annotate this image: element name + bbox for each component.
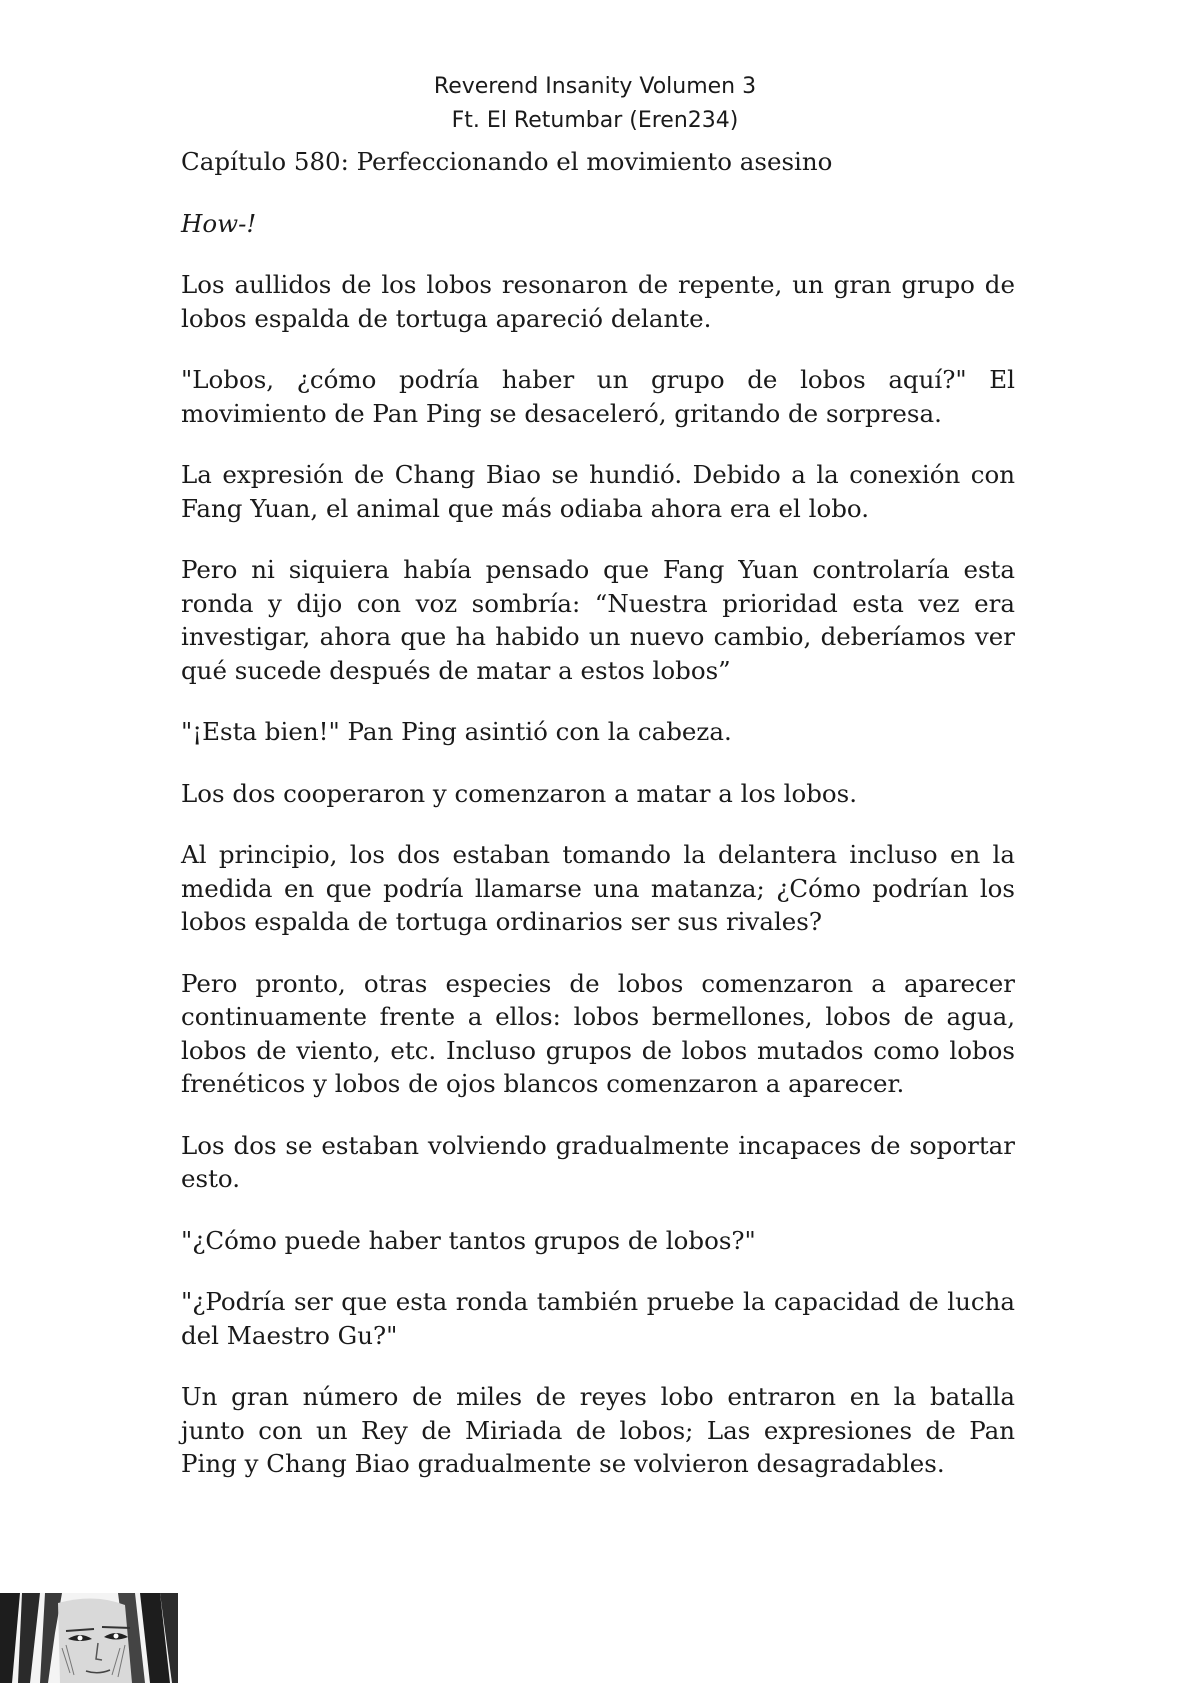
paragraph: How-! (181, 208, 257, 238)
document-body (181, 145, 1015, 1509)
paragraph: Los dos se estaban volviendo gradualmente incapaces de soportar esto. (181, 1130, 1015, 1193)
paragraph: Pero pronto, otras especies de lobos comenzaron a aparecer continuamente frente a ellos: lobos bermellones, lobos de agua, lobos de viento, etc. Incluso grupos de lobos mutados como lobos frenéticos y lobos de ojos blancos comenzaron a aparecer. (181, 968, 1015, 1098)
paragraph: Los dos cooperaron y comenzaron a matar a los lobos. (181, 778, 857, 808)
paragraph: "¡Esta bien!" Pan Ping asintió con la cabeza. (181, 717, 732, 746)
character-portrait-image (0, 1593, 178, 1683)
paragraph: "¿Cómo puede haber tantos grupos de lobos?" (181, 1225, 756, 1255)
header-translator-credit: Ft. El Retumbar (Eren234) (451, 108, 739, 133)
paragraph: Los aullidos de los lobos resonaron de repente, un gran grupo de lobos espalda de tortuga apareció delante. (181, 270, 1015, 333)
chapter-title: Capítulo 580: Perfeccionando el movimiento asesino (181, 147, 833, 176)
page-header (0, 70, 1190, 138)
paragraph: Al principio, los dos estaban tomando la delantera incluso en la medida en que podría llamarse una matanza; ¿Cómo podrían los lobos espalda de tortuga ordinarios ser sus rivales? (181, 840, 1015, 936)
paragraph: Pero ni siquiera había pensado que Fang Yuan controlaría esta ronda y dijo con voz sombría: “Nuestra prioridad esta vez era investigar, ahora que ha habido un nuevo cambio, deberíamos ver qué sucede después de matar a estos lobos” (181, 555, 1015, 685)
paragraph: "Lobos, ¿cómo podría haber un grupo de lobos aquí?" El movimiento de Pan Ping se desaceleró, gritando de sorpresa. (181, 365, 1015, 428)
paragraph: La expresión de Chang Biao se hundió. Debido a la conexión con Fang Yuan, el animal que más odiaba ahora era el lobo. (181, 460, 1015, 523)
paragraph: "¿Podría ser que esta ronda también pruebe la capacidad de lucha del Maestro Gu?" (181, 1287, 1015, 1350)
paragraph: Un gran número de miles de reyes lobo entraron en la batalla junto con un Rey de Miriada de lobos; Las expresiones de Pan Ping y Chang Biao gradualmente se volvieron desagradables. (181, 1382, 1015, 1478)
header-volume-title: Reverend Insanity Volumen 3 (433, 74, 757, 99)
